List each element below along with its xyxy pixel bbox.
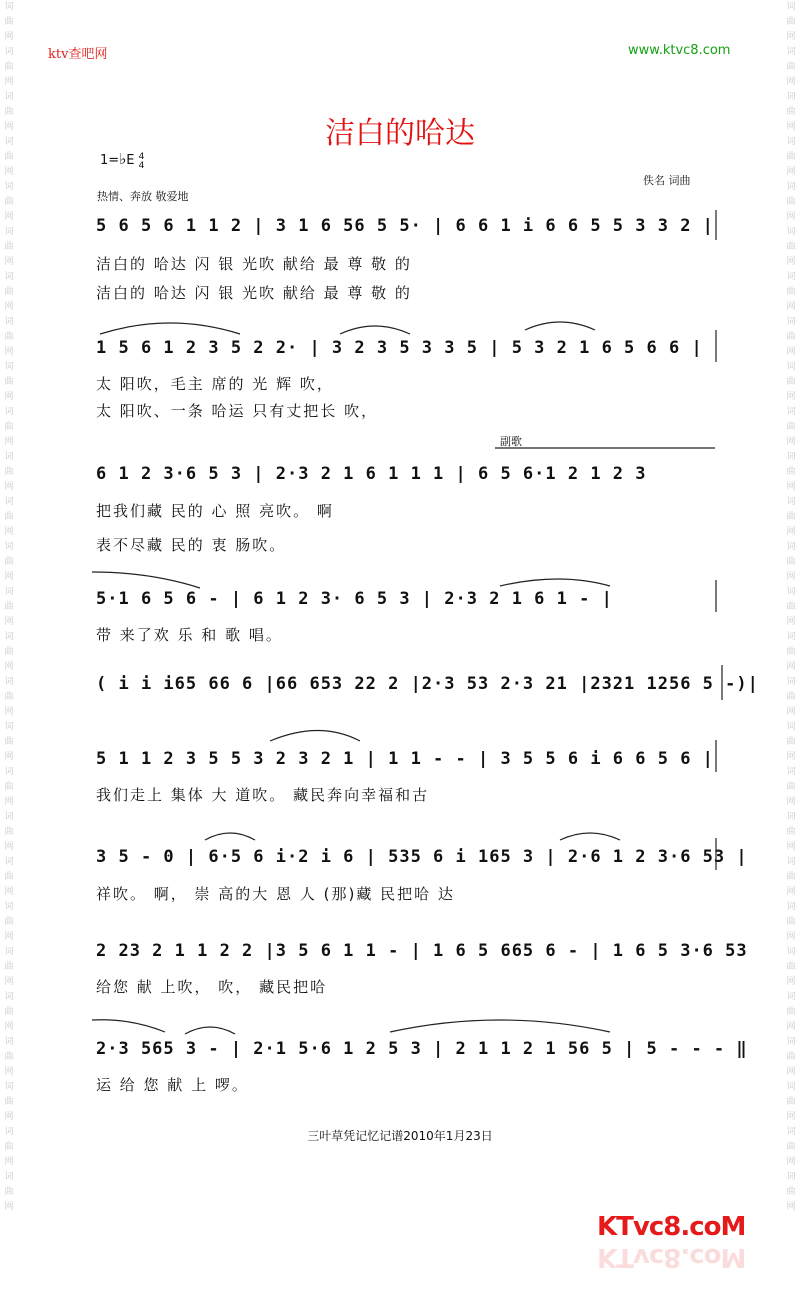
tempo-marking: 热情、奔放 敬爱地 (97, 190, 189, 203)
lyrics-row-6a: 我们走上 集体 大 道吹。 藏民奔向幸福和古 (96, 786, 430, 804)
slur-line (270, 731, 360, 742)
author-credit: 佚名 词曲 (643, 174, 691, 187)
slur-line (92, 1020, 165, 1032)
watermark-left: 词曲网词曲网词曲网词曲网词曲网词曲网词曲网词曲网词曲网词曲网词曲网词曲网词曲网词曲网词曲网词曲网词曲网词曲网词曲网词曲网词曲网词曲网词曲网词曲网词曲网词曲网词曲网 (4, 2, 14, 1212)
slur-line (205, 833, 255, 840)
ktvc8-logo-reflection: KTvc8.coM (597, 1242, 746, 1272)
footer-note: 三叶草凭记忆记谱2010年1月23日 (307, 1129, 493, 1143)
lyrics-row-1b: 洁白的 哈达 闪 银 光吹 献给 最 尊 敬 的 (96, 284, 412, 302)
score-row-3: 6 1 2 3·6 5 3 | 2·3 2 1 6 1 1 1 | 6 5 6·1 2 1 2 3 (96, 464, 647, 484)
lyrics-row-2a: 太 阳吹，毛主 席的 光 辉 吹， (96, 375, 334, 393)
slur-line (525, 322, 595, 330)
slur-line (500, 579, 610, 586)
time-num: 4 (138, 152, 145, 162)
key-prefix: 1= (100, 153, 120, 168)
song-title: 洁白的哈达 (325, 116, 475, 151)
lyrics-row-3b: 表不尽藏 民的 衷 肠吹。 (96, 536, 287, 554)
score-row-8: 2 23 2 1 1 2 2 |3 5 6 1 1 - | 1 6 5 665 6 - | 1 6 5 3·6 53 (96, 941, 748, 961)
lyrics-row-3a: 把我们藏 民的 心 照 亮吹。 啊 (96, 502, 334, 520)
lyrics-row-9a: 运 给 您 献 上 啰。 (96, 1076, 249, 1094)
score-row-2: 1 5 6 1 2 3 5 2 2· | 3 2 3 5 3 3 5 | 5 3 2 1 6 5 6 6 | (96, 338, 703, 358)
slur-line (340, 326, 410, 334)
slur-line (390, 1020, 610, 1032)
key-note: E (126, 153, 135, 168)
flat-icon: ♭ (119, 150, 127, 168)
score-row-4: 5·1 6 5 6 - | 6 1 2 3· 6 5 3 | 2·3 2 1 6 1 - | (96, 589, 613, 609)
slur-line (100, 323, 240, 334)
ktvc8-logo[interactable]: KTvc8.coM (597, 1212, 746, 1242)
lyrics-row-2b: 太 阳吹、一条 哈运 只有丈把长 吹， (96, 402, 379, 420)
watermark-right: 词曲网词曲网词曲网词曲网词曲网词曲网词曲网词曲网词曲网词曲网词曲网词曲网词曲网词曲网词曲网词曲网词曲网词曲网词曲网词曲网词曲网词曲网词曲网词曲网词曲网词曲网词曲网 (786, 2, 796, 1212)
lyrics-row-7a: 祥吹。 啊， 崇 高的大 恩 人 (那)藏 民把哈 达 (96, 885, 455, 903)
site-name-left[interactable]: ktv查吧网 (48, 47, 108, 62)
score-row-5: ( i i i65 66 6 |66 653 22 2 |2·3 53 2·3 21 |2321 1256 5 -)| (96, 674, 759, 694)
slur-line (185, 1027, 235, 1034)
slur-line (560, 833, 620, 840)
section-label: 副歌 (500, 435, 522, 448)
score-row-9: 2·3 565 3 - | 2·1 5·6 1 2 5 3 | 2 1 1 2 1 56 5 | 5 - - - ‖ (96, 1039, 748, 1059)
site-url-right[interactable]: www.ktvc8.com (628, 43, 731, 58)
time-den: 4 (138, 161, 145, 171)
score-row-7: 3 5 - 0 | 6·5 6 i·2 i 6 | 535 6 i 165 3 | 2·6 1 2 3·6 53 | (96, 847, 748, 867)
lyrics-row-4a: 带 来了欢 乐 和 歌 唱。 (96, 626, 283, 644)
slur-line (92, 572, 200, 588)
lyrics-row-8a: 给您 献 上吹， 吹， 藏民把哈 (96, 978, 328, 996)
score-row-1: 5 6 5 6 1 1 2 | 3 1 6 56 5 5· | 6 6 1 i 6 6 5 5 3 3 2 | (96, 216, 714, 236)
score-row-6: 5 1 1 2 3 5 5 3 2 3 2 1 | 1 1 - - | 3 5 5 6 i 6 6 5 6 | (96, 749, 714, 769)
lyrics-row-1a: 洁白的 哈达 闪 银 光吹 献给 最 尊 敬 的 (96, 255, 412, 273)
